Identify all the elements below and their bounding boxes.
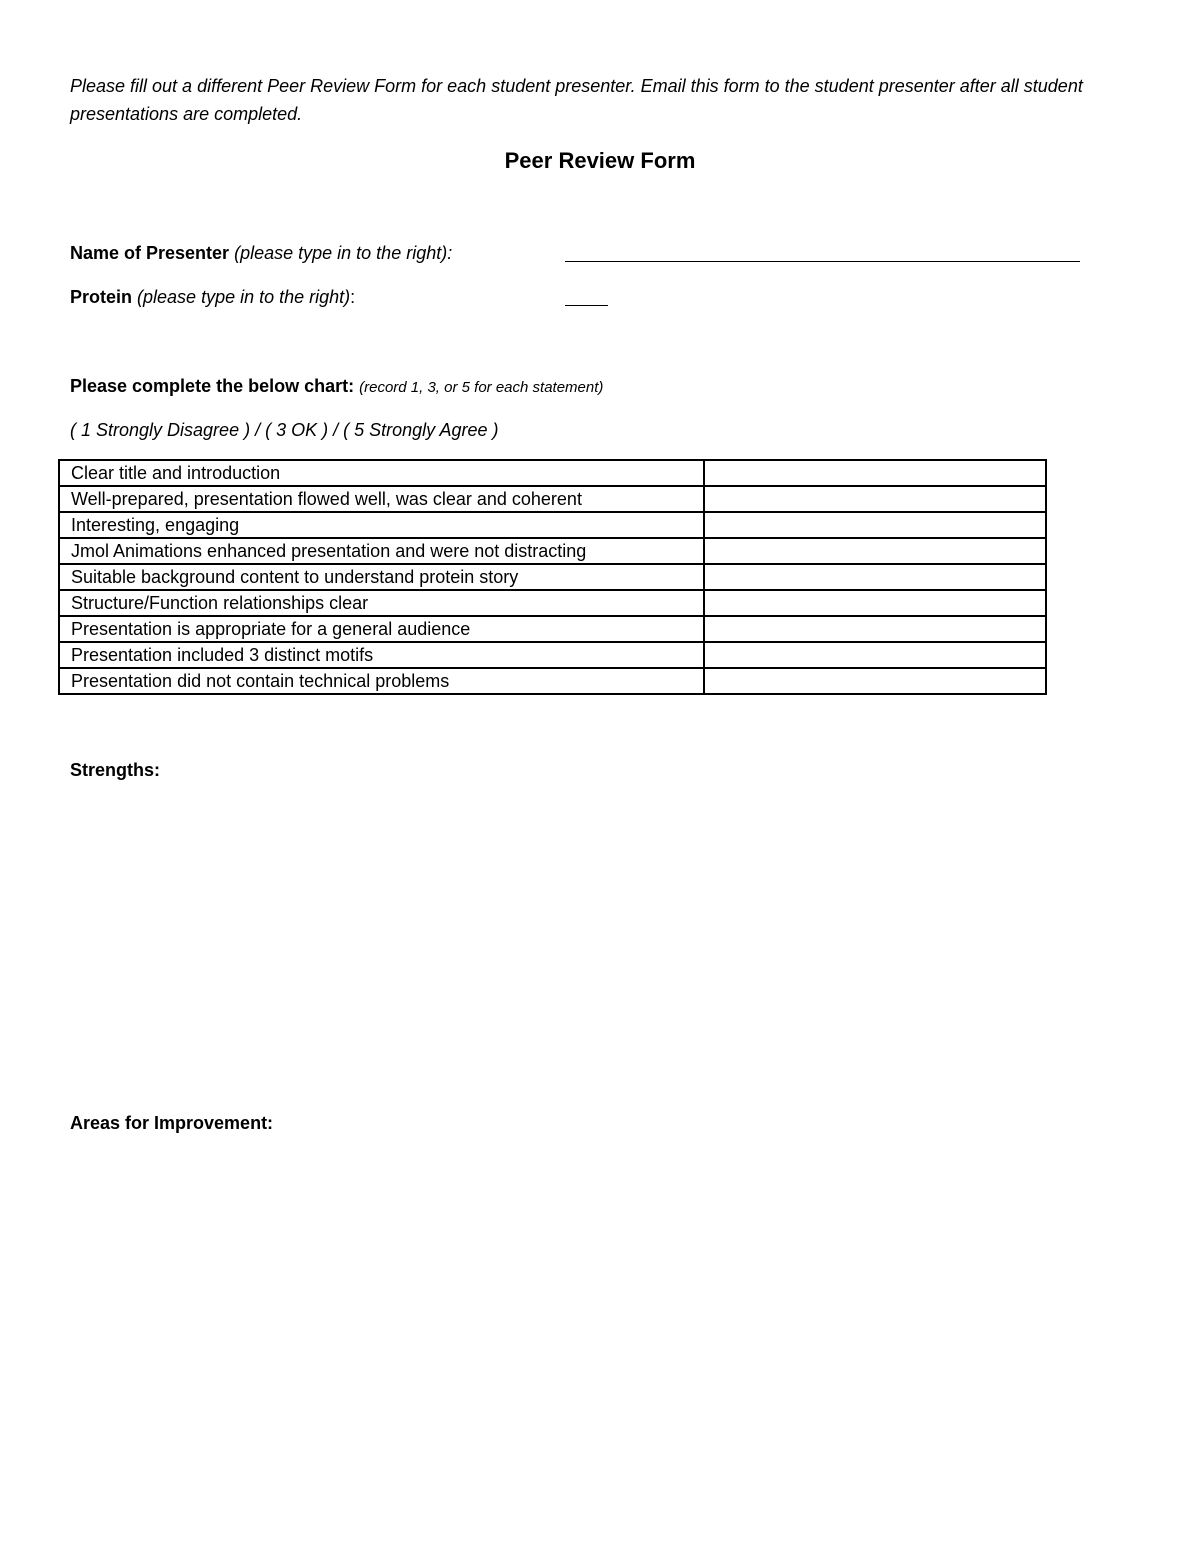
statement-cell: Jmol Animations enhanced presentation and were not distracting [59, 538, 704, 564]
protein-colon: : [350, 287, 356, 307]
score-cell[interactable] [704, 486, 1046, 512]
table-row [59, 564, 1046, 590]
table-row [59, 538, 1046, 564]
protein-label: Protein [70, 287, 133, 307]
score-cell[interactable] [704, 642, 1046, 668]
protein-hint: (please type in to the right) [137, 287, 351, 307]
chart-heading [70, 374, 603, 400]
score-cell[interactable] [704, 538, 1046, 564]
statement-cell: Well-prepared, presentation flowed well, was clear and coherent [59, 486, 704, 512]
table-row [59, 512, 1046, 538]
table-row [59, 616, 1046, 642]
presenter-hint: (please type in to the right): [234, 243, 453, 263]
statement-cell: Structure/Function relationships clear [59, 590, 704, 616]
statement-cell: Presentation did not contain technical problems [59, 668, 704, 694]
score-cell[interactable] [704, 512, 1046, 538]
chart-heading-hint: (record 1, 3, or 5 for each statement) [359, 379, 604, 396]
presenter-label: Name of Presenter [70, 243, 230, 263]
protein-field-label [70, 285, 355, 309]
table-row [59, 486, 1046, 512]
improvement-area[interactable] [70, 1143, 1130, 1473]
statement-cell: Clear title and introduction [59, 460, 704, 486]
table-row [59, 590, 1046, 616]
score-cell[interactable] [704, 590, 1046, 616]
strengths-label: Strengths: [70, 760, 160, 780]
rating-table [58, 459, 1047, 695]
presenter-name-field[interactable] [565, 261, 1080, 262]
statement-cell: Interesting, engaging [59, 512, 704, 538]
table-row [59, 642, 1046, 668]
protein-field[interactable] [565, 305, 608, 306]
rating-scale-legend: ( 1 Strongly Disagree ) / ( 3 OK ) / ( 5 Strongly Agree ) [70, 420, 499, 440]
statement-cell: Presentation is appropriate for a general audience [59, 616, 704, 642]
table-row [59, 460, 1046, 486]
score-cell[interactable] [704, 564, 1046, 590]
improvement-label: Areas for Improvement: [70, 1113, 274, 1133]
score-cell[interactable] [704, 460, 1046, 486]
statement-cell: Suitable background content to understand protein story [59, 564, 704, 590]
strengths-area[interactable] [70, 790, 1130, 1090]
form-instructions: Please fill out a different Peer Review Form for each student presenter. Email this form to the student presenter after all student presentations are completed. [70, 76, 1083, 124]
chart-heading-text: Please complete the below chart: [70, 376, 355, 396]
score-cell[interactable] [704, 668, 1046, 694]
statement-cell: Presentation included 3 distinct motifs [59, 642, 704, 668]
presenter-field-label [70, 241, 452, 265]
table-row [59, 668, 1046, 694]
score-cell[interactable] [704, 616, 1046, 642]
page-title: Peer Review Form [504, 148, 696, 173]
